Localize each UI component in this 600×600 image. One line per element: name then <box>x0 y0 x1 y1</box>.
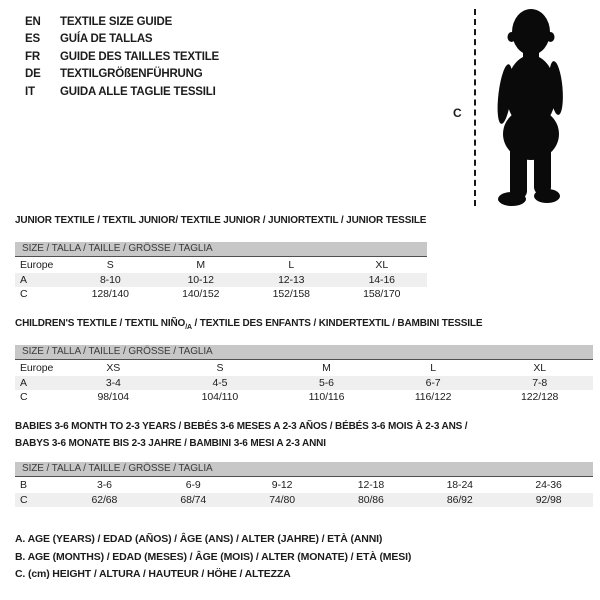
table-row-age <box>15 273 427 288</box>
language-code: IT <box>25 85 35 98</box>
table-junior <box>15 258 427 302</box>
value-cell: 3-4 <box>105 376 121 389</box>
value-cell: 152/158 <box>272 288 310 301</box>
value-cell: 10-12 <box>187 273 214 286</box>
language-code: ES <box>25 33 40 46</box>
value-cell: 9-12 <box>271 479 293 492</box>
value-cell: 98/104 <box>97 391 130 404</box>
section-title-children <box>15 318 482 331</box>
value-cell: 5-6 <box>319 376 334 389</box>
height-measure-dashed-line <box>474 9 476 206</box>
language-title: GUIDE DES TAILLES TEXTILE <box>60 50 219 63</box>
value-cell: 18-24 <box>446 479 473 492</box>
column-header-size: XL <box>375 259 389 272</box>
table-header-row <box>15 361 593 376</box>
value-cell: 104/110 <box>201 391 239 404</box>
language-title: GUÍA DE TALLAS <box>60 33 153 46</box>
legend-notes <box>15 533 411 586</box>
column-header-size: L <box>430 362 436 375</box>
row-label: C <box>20 391 28 404</box>
language-title: GUIDA ALLE TAGLIE TESSILI <box>60 85 216 98</box>
value-cell: 110/116 <box>308 391 345 404</box>
row-label: C <box>20 288 28 301</box>
note-age-years: A. AGE (YEARS) / EDAD (AÑOS) / ÂGE (ANS) / ALTER (JAHRE) / ETÀ (ANNI) <box>15 533 383 545</box>
column-header-size: M <box>322 362 331 375</box>
table-row-height <box>15 493 593 508</box>
language-row-fr <box>25 48 219 66</box>
value-cell: 140/152 <box>182 288 220 301</box>
table-row-height <box>15 390 593 405</box>
value-cell: 24-36 <box>535 479 562 492</box>
table-row-height <box>15 287 427 302</box>
language-row-es <box>25 31 219 49</box>
section-title-babies-line1: BABIES 3-6 MONTH TO 2-3 YEARS / BEBÉS 3-6 MESES A 2-3 AÑOS / BÉBÉS 3-6 MOIS À 2-3 ANS / <box>15 421 468 432</box>
note-age-months: B. AGE (MONTHS) / EDAD (MESES) / ÂGE (MOIS) / ALTER (MONATE) / ETÀ (MESI) <box>15 550 412 563</box>
language-row-de <box>25 66 219 84</box>
column-header-size: XS <box>106 362 121 375</box>
language-row-it <box>25 83 219 101</box>
value-cell: 128/140 <box>91 288 129 301</box>
language-code: DE <box>25 68 41 81</box>
table-babies <box>15 478 593 507</box>
table-children <box>15 361 593 405</box>
value-cell: 14-16 <box>368 273 395 286</box>
value-cell: 158/170 <box>363 288 401 301</box>
size-header-bar-junior: SIZE / TALLA / TAILLE / GRÖSSE / TAGLIA <box>15 242 427 257</box>
value-cell: 122/128 <box>521 391 559 404</box>
value-cell: 12-13 <box>278 273 305 286</box>
value-cell: 116/122 <box>414 391 452 404</box>
value-cell: 80/86 <box>358 493 384 506</box>
value-cell: 3-6 <box>96 479 112 492</box>
value-cell: 86/92 <box>446 493 473 506</box>
column-header-size: M <box>196 259 206 272</box>
value-cell: 74/80 <box>269 493 295 506</box>
section-title-children-sub: /A <box>185 324 192 331</box>
value-cell: 62/68 <box>91 493 118 506</box>
language-title: TEXTILE SIZE GUIDE <box>60 15 173 28</box>
note-height: C. (cm) HEIGHT / ALTURA / HAUTEUR / HÖHE / ALTEZZA <box>15 568 291 580</box>
row-label: A <box>20 376 27 389</box>
section-title-junior: JUNIOR TEXTILE / TEXTIL JUNIOR/ TEXTILE JUNIOR / JUNIORTEXTIL / JUNIOR TESSILE <box>15 215 427 226</box>
value-cell: 68/74 <box>180 493 207 506</box>
value-cell: 6-7 <box>425 376 441 389</box>
language-code: FR <box>25 50 40 63</box>
column-header-region: Europe <box>20 362 54 375</box>
table-row-months <box>15 478 593 493</box>
row-label: B <box>20 479 27 492</box>
height-measure-label: C <box>453 106 462 120</box>
value-cell: 6-9 <box>185 479 201 492</box>
column-header-size: L <box>288 259 295 272</box>
column-header-region: Europe <box>20 259 54 272</box>
language-title: TEXTILGRÖßENFÜHRUNG <box>60 68 203 81</box>
baby-silhouette-icon <box>486 6 576 208</box>
table-row-age <box>15 376 593 391</box>
table-header-row <box>15 258 427 273</box>
size-header-bar-children: SIZE / TALLA / TAILLE / GRÖSSE / TAGLIA <box>15 345 593 360</box>
column-header-size: XL <box>533 362 547 375</box>
row-label: A <box>20 273 27 286</box>
value-cell: 7-8 <box>532 376 548 389</box>
language-row-en <box>25 13 219 31</box>
value-cell: 8-10 <box>99 273 121 286</box>
column-header-size: S <box>106 259 114 272</box>
section-title-children-pre: CHILDREN'S TEXTILE / TEXTIL NIÑO <box>15 318 186 329</box>
section-title-babies-line2: BABYS 3-6 MONATE BIS 2-3 JAHRE / BAMBINI 3-6 MESI A 2-3 ANNI <box>15 438 326 449</box>
section-title-children-post: / TEXTILE DES ENFANTS / KINDERTEXTIL / BAMBINI TESSILE <box>191 318 483 329</box>
value-cell: 12-18 <box>357 479 385 492</box>
language-code: EN <box>25 15 41 28</box>
row-label: C <box>20 493 28 506</box>
language-list <box>25 13 219 101</box>
column-header-size: S <box>216 362 224 375</box>
value-cell: 92/98 <box>535 493 562 506</box>
size-header-bar-babies: SIZE / TALLA / TAILLE / GRÖSSE / TAGLIA <box>15 462 593 477</box>
value-cell: 4-5 <box>212 376 228 389</box>
